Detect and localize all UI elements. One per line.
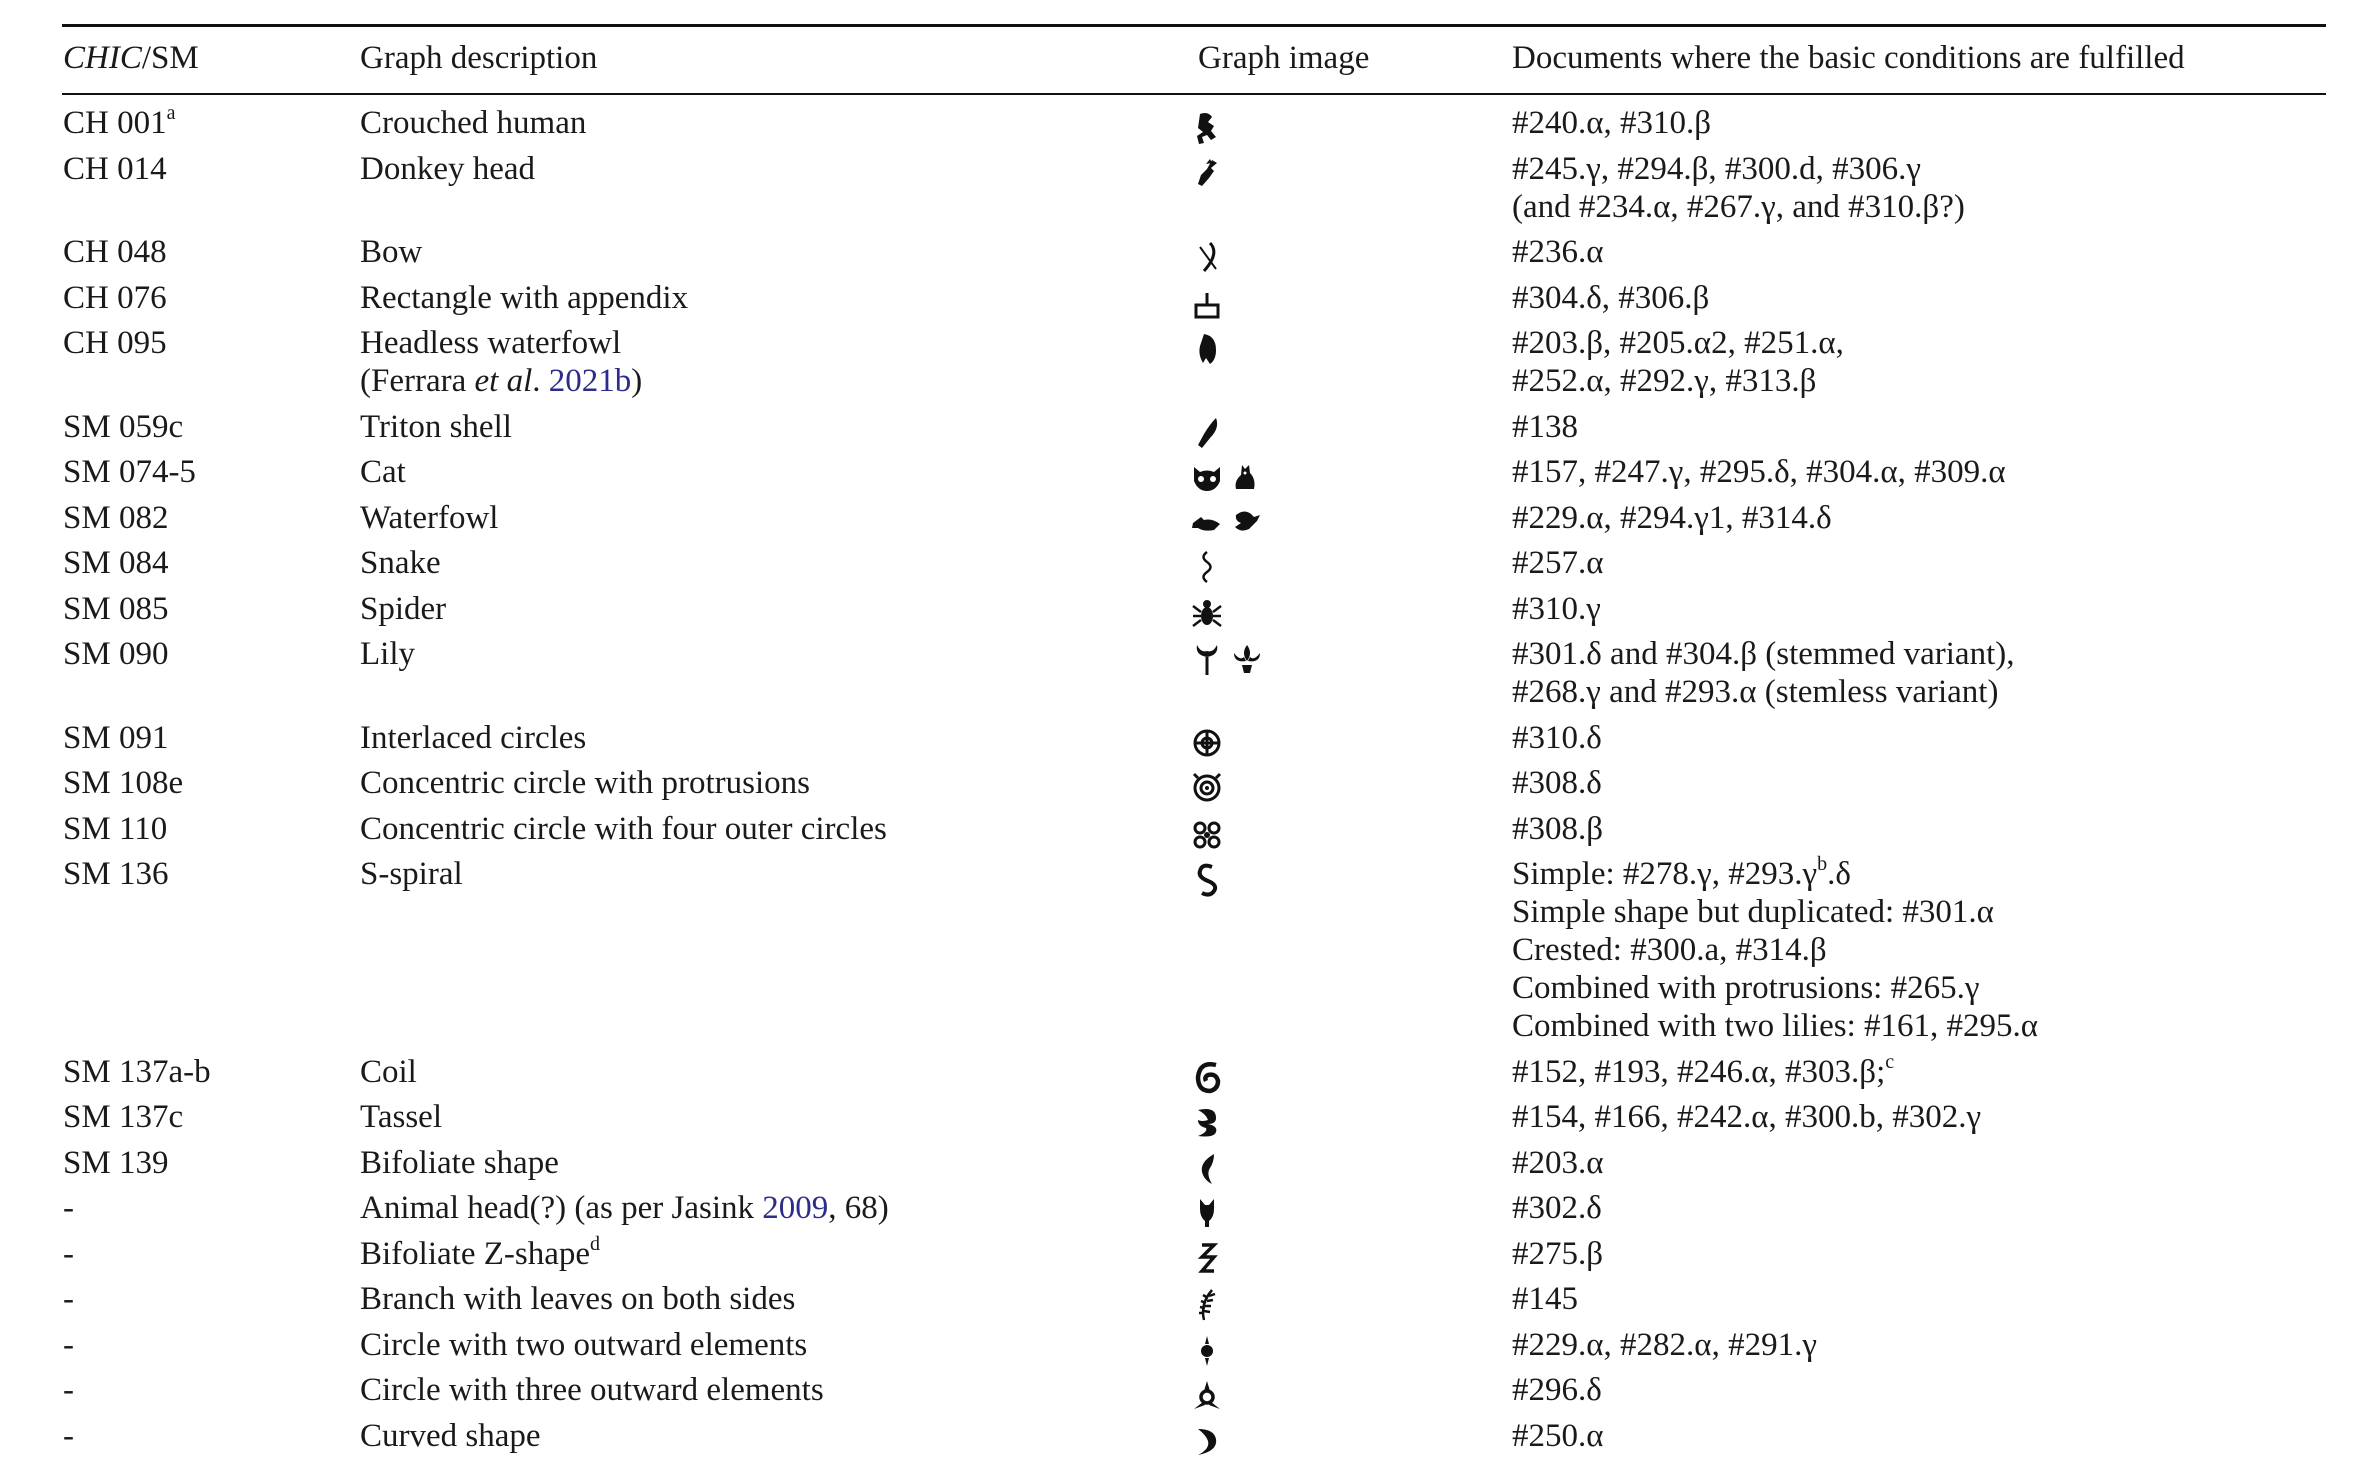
documents-line: Crested: #300.a, #314.β — [1512, 932, 1827, 968]
documents-line: (and #234.α, #267.γ, and #310.β?) — [1512, 188, 1965, 225]
cell-code: SM 082 — [63, 499, 169, 536]
cell-documents — [1512, 1098, 1981, 1136]
header-graph-image: Graph image — [1198, 40, 1370, 76]
cell-documents — [1512, 544, 1604, 582]
cell-code: SM 139 — [63, 1144, 169, 1181]
cell-documents — [1512, 1144, 1604, 1182]
documents-line: #304.δ, #306.β — [1512, 279, 1710, 316]
bow-glyph-icon — [1190, 239, 1224, 275]
documents-line: #203.β, #205.α2, #251.α, — [1512, 325, 1844, 361]
spider-glyph-icon — [1190, 596, 1224, 632]
table-row — [0, 150, 2366, 226]
rectangle-appendix-glyph-icon — [1190, 285, 1224, 321]
cell-code: SM 090 — [63, 636, 169, 672]
cell-documents — [1512, 408, 1578, 446]
cell-documents — [1512, 590, 1601, 628]
documents-line: Combined with two lilies: #161, #295.α — [1512, 1008, 2039, 1044]
documents-line: #236.α — [1512, 234, 1604, 270]
table-row — [0, 1232, 2366, 1273]
cell-description: Branch with leaves on both sides — [360, 1281, 796, 1317]
cell-graph-image — [1190, 283, 1270, 323]
cell-documents — [1512, 719, 1602, 757]
cell-code: - — [63, 1372, 74, 1408]
citation-link[interactable]: 2021b — [548, 363, 632, 399]
cell-documents — [1512, 1189, 1602, 1227]
cell-documents — [1512, 1280, 1578, 1318]
documents-line: #268.γ and #293.α (stemless variant) — [1512, 674, 1999, 710]
cell-code: CH 001$^a$ — [63, 102, 176, 141]
lily-stemless-glyph-icon — [1230, 641, 1264, 677]
cat-seated-glyph-icon — [1230, 459, 1264, 495]
table-row — [0, 855, 2366, 1045]
table-row — [0, 544, 2366, 582]
table-row — [0, 1144, 2366, 1182]
cell-description: Headless waterfowl (Ferrara et al. 2021b) — [360, 325, 643, 399]
cell-description: Crouched human — [360, 105, 587, 141]
lily-stemmed-glyph-icon — [1190, 641, 1224, 677]
cell-description: Tassel — [360, 1099, 443, 1135]
footnote-marker: a — [166, 102, 176, 124]
table-row — [0, 499, 2366, 537]
cell-graph-image — [1190, 328, 1270, 368]
documents-line: #229.α, #294.γ1, #314.δ — [1512, 499, 1832, 536]
cell-code: - — [63, 1326, 74, 1363]
cell-graph-image — [1190, 768, 1270, 808]
cell-documents — [1512, 104, 1711, 142]
waterfowl-alt-glyph-icon — [1230, 505, 1264, 541]
cell-graph-image — [1190, 548, 1270, 588]
cell-graph-image — [1190, 1375, 1270, 1415]
donkey-head-glyph-icon — [1190, 156, 1224, 192]
documents-line: #152, #193, #246.α, #303.β;$^c$ — [1512, 1050, 1895, 1090]
cell-description: Circle with three outward elements — [360, 1372, 824, 1408]
cell-code: SM 136 — [63, 856, 169, 892]
s-spiral-glyph-icon — [1190, 861, 1224, 897]
cell-description: Interlaced circles — [360, 719, 587, 756]
cell-graph-image — [1190, 457, 1270, 497]
table-row — [0, 1189, 2366, 1227]
cell-code: SM 110 — [63, 810, 168, 847]
footnote-marker: c — [1885, 1050, 1895, 1073]
cell-description: Bow — [360, 234, 423, 270]
cell-graph-image — [1190, 1057, 1270, 1097]
documents-line: #203.α — [1512, 1144, 1604, 1181]
circle-two-elements-glyph-icon — [1190, 1332, 1224, 1368]
cell-documents — [1512, 1371, 1602, 1409]
documents-line: Simple shape but duplicated: #301.α — [1512, 894, 1994, 930]
cell-code: SM 108e — [63, 765, 184, 801]
cell-graph-image — [1190, 1330, 1270, 1370]
cell-graph-image — [1190, 237, 1270, 277]
cell-graph-image — [1190, 1193, 1270, 1233]
cell-description: Circle with two outward elements — [360, 1326, 808, 1363]
cell-graph-image — [1190, 594, 1270, 634]
cell-description: Coil — [360, 1053, 417, 1090]
table-row — [0, 104, 2366, 142]
cell-description: Animal head(?) (as per Jasink 2009, 68) — [360, 1190, 889, 1226]
cell-graph-image — [1190, 108, 1270, 148]
table-row — [0, 764, 2366, 802]
cell-code: SM 137a-b — [63, 1053, 211, 1090]
cell-description: Rectangle with appendix — [360, 279, 689, 316]
cell-graph-image — [1190, 814, 1270, 854]
cell-description: S-spiral — [360, 856, 463, 892]
triton-shell-glyph-icon — [1190, 414, 1224, 450]
documents-line: #245.γ, #294.β, #300.d, #306.γ — [1512, 150, 1921, 187]
cell-description: Bifoliate Z-shape$^d$ — [360, 1232, 601, 1272]
documents-line: #310.γ — [1512, 590, 1601, 627]
header-documents: Documents where the basic conditions are fulfilled — [1512, 40, 2185, 76]
cell-graph-image — [1190, 412, 1270, 452]
documents-line: #154, #166, #242.α, #300.b, #302.γ — [1512, 1099, 1982, 1135]
headless-waterfowl-glyph-icon — [1190, 330, 1224, 366]
cell-documents — [1512, 499, 1832, 537]
circle-three-elements-glyph-icon — [1190, 1377, 1224, 1413]
table-row — [0, 810, 2366, 848]
cell-graph-image — [1190, 1239, 1270, 1279]
cell-code: CH 014 — [63, 150, 167, 187]
documents-line: #257.α — [1512, 545, 1604, 581]
table-row — [0, 635, 2366, 711]
table-top-rule — [62, 24, 2326, 27]
documents-line: #301.δ and #304.β (stemmed variant), — [1512, 636, 2015, 672]
cell-code: SM 085 — [63, 590, 169, 627]
documents-line: #157, #247.γ, #295.δ, #304.α, #309.α — [1512, 454, 2006, 490]
cell-description: Concentric circle with protrusions — [360, 765, 810, 801]
cell-graph-image — [1190, 639, 1270, 679]
table-row — [0, 408, 2366, 446]
cell-description: Waterfowl — [360, 499, 499, 536]
documents-line: #302.δ — [1512, 1190, 1602, 1226]
cell-documents — [1512, 1235, 1603, 1273]
documents-line: #310.δ — [1512, 719, 1602, 756]
cell-documents — [1512, 150, 1965, 226]
header-graph-description: Graph description — [360, 40, 598, 76]
crouched-human-glyph-icon — [1190, 110, 1224, 146]
cell-graph-image — [1190, 1421, 1270, 1461]
cell-code: - — [63, 1281, 74, 1317]
cell-code: SM 084 — [63, 545, 169, 581]
footnote-marker: d — [590, 1232, 601, 1255]
cell-description: Lily — [360, 636, 415, 672]
cell-graph-image — [1190, 154, 1270, 194]
bifoliate-glyph-icon — [1190, 1150, 1224, 1186]
cell-code: SM 059c — [63, 408, 184, 445]
table-row — [0, 590, 2366, 628]
table-row — [0, 453, 2366, 491]
documents-line: #145 — [1512, 1281, 1578, 1317]
table-header-rule — [62, 93, 2326, 95]
cell-documents — [1512, 233, 1604, 271]
citation-link[interactable]: 2009 — [762, 1190, 829, 1226]
cell-description: Snake — [360, 545, 441, 581]
cell-code: CH 076 — [63, 279, 167, 316]
bifoliate-z-glyph-icon — [1190, 1241, 1224, 1277]
cell-documents — [1512, 453, 2006, 491]
header-chic-sm: CHIC/SM — [63, 40, 199, 76]
cell-code: SM 091 — [63, 719, 169, 756]
documents-line: #308.δ — [1512, 765, 1602, 801]
table-row — [0, 233, 2366, 271]
cell-documents — [1512, 324, 1844, 400]
tassel-glyph-icon — [1190, 1104, 1224, 1140]
concentric-protrusions-glyph-icon — [1190, 770, 1224, 806]
footnote-marker: b — [1817, 853, 1828, 875]
cell-description: Triton shell — [360, 408, 512, 445]
cell-code: SM 074-5 — [63, 454, 196, 490]
cat-face-glyph-icon — [1190, 459, 1224, 495]
table-row — [0, 279, 2366, 317]
cell-documents — [1512, 810, 1603, 848]
cell-description: Bifoliate shape — [360, 1144, 559, 1181]
documents-line: #138 — [1512, 408, 1578, 445]
table-row — [0, 1050, 2366, 1091]
coil-glyph-icon — [1190, 1059, 1224, 1095]
cell-code: - — [63, 1417, 74, 1454]
cell-description: Donkey head — [360, 150, 536, 187]
documents-line: #240.α, #310.β — [1512, 105, 1712, 141]
documents-line: Combined with protrusions: #265.γ — [1512, 970, 1980, 1006]
cell-graph-image — [1190, 1148, 1270, 1188]
waterfowl-glyph-icon — [1190, 505, 1224, 541]
cell-graph-image — [1190, 1284, 1270, 1324]
cell-documents — [1512, 635, 2014, 711]
cell-description: Curved shape — [360, 1417, 541, 1454]
documents-line: #250.α — [1512, 1417, 1604, 1454]
cell-documents — [1512, 1326, 1817, 1364]
documents-line: Simple: #278.γ, $\#293.\gamma^b.\delta$ — [1512, 853, 1851, 892]
table-row — [0, 1280, 2366, 1318]
cell-graph-image — [1190, 859, 1270, 899]
documents-line: #252.α, #292.γ, #313.β — [1512, 363, 1817, 399]
table-row — [0, 1417, 2366, 1455]
cell-graph-image — [1190, 503, 1270, 543]
cell-description: Cat — [360, 454, 406, 490]
four-outer-circles-glyph-icon — [1190, 816, 1224, 852]
cell-documents — [1512, 279, 1709, 317]
table-row — [0, 1371, 2366, 1409]
table-row — [0, 324, 2366, 400]
table-row — [0, 1326, 2366, 1364]
interlaced-circles-glyph-icon — [1190, 725, 1224, 761]
snake-glyph-icon — [1190, 550, 1224, 586]
documents-line: #296.δ — [1512, 1372, 1602, 1408]
cell-code: - — [63, 1235, 74, 1272]
cell-graph-image — [1190, 723, 1270, 763]
documents-line: #275.β — [1512, 1235, 1604, 1272]
table-row — [0, 1098, 2366, 1136]
table-row — [0, 719, 2366, 757]
documents-line: #229.α, #282.α, #291.γ — [1512, 1326, 1817, 1363]
cell-graph-image — [1190, 1102, 1270, 1142]
curved-shape-glyph-icon — [1190, 1423, 1224, 1459]
cell-documents — [1512, 764, 1602, 802]
branch-leaves-glyph-icon — [1190, 1286, 1224, 1322]
cell-documents — [1512, 1050, 1895, 1091]
cell-code: CH 048 — [63, 234, 167, 270]
documents-line: #308.β — [1512, 810, 1604, 847]
cell-documents — [1512, 1417, 1604, 1455]
cell-code: - — [63, 1190, 74, 1226]
cell-documents — [1512, 855, 2038, 1045]
cell-description: Spider — [360, 590, 447, 627]
cell-description: Concentric circle with four outer circles — [360, 810, 887, 847]
animal-head-glyph-icon — [1190, 1195, 1224, 1231]
cell-code: CH 095 — [63, 325, 167, 361]
cell-code: SM 137c — [63, 1099, 184, 1135]
